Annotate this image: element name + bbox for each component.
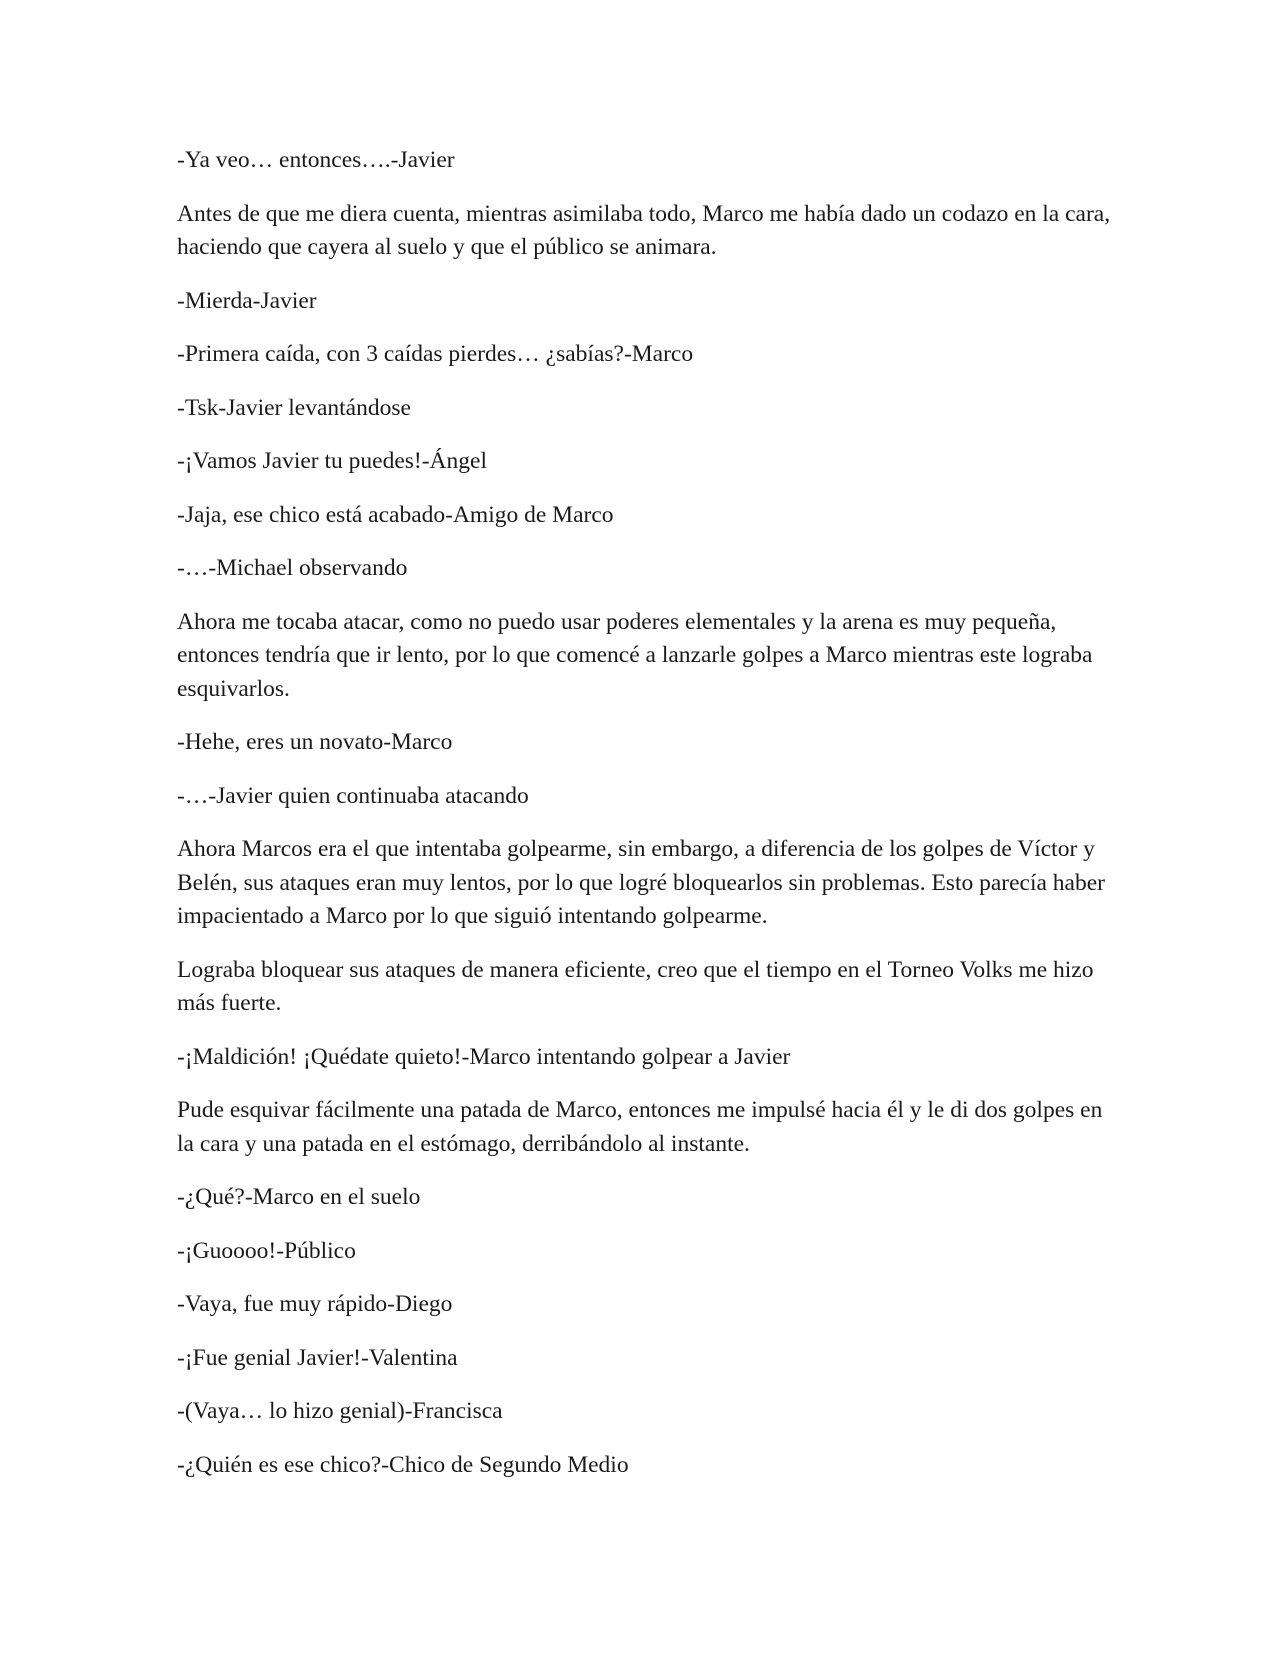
dialogue-line: -…-Michael observando — [177, 555, 408, 581]
dialogue-line: -¡Maldición! ¡Quédate quieto!-Marco intentando golpear a Javier — [177, 1043, 791, 1070]
dialogue-line: -Ya veo… entonces….-Javier — [177, 147, 455, 173]
dialogue-line: -(Vaya… lo hizo genial)-Francisca — [177, 1398, 503, 1424]
narration-paragraph: Antes de que me diera cuenta, mientras asimilaba todo, Marco me había dado un codazo en la cara, haciendo que cayera al suelo y que el público se animara. — [177, 200, 1111, 260]
dialogue-line: -Mierda-Javier — [177, 287, 317, 314]
narration-paragraph: Ahora me tocaba atacar, como no puedo usar poderes elementales y la arena es muy pequeña, entonces tendría que ir lento, por lo que comencé a lanzarle golpes a Marco mientras este lograba esquivarlos. — [177, 608, 1093, 702]
dialogue-line: -¡Guoooo!-Público — [177, 1237, 356, 1264]
dialogue-line: -Tsk-Javier levantándose — [177, 394, 411, 421]
dialogue-line: -Vaya, fue muy rápido-Diego — [177, 1291, 453, 1317]
narration-paragraph: Lograba bloquear sus ataques de manera eficiente, creo que el tiempo en el Torneo Volks me hizo más fuerte. — [177, 956, 1094, 1016]
dialogue-line: -Hehe, eres un novato-Marco — [177, 729, 453, 755]
dialogue-line: -…-Javier quien continuaba atacando — [177, 782, 529, 809]
dialogue-line: -¿Quién es ese chico?-Chico de Segundo Medio — [177, 1451, 629, 1478]
dialogue-line: -¡Vamos Javier tu puedes!-Ángel — [177, 448, 487, 474]
narration-paragraph: Ahora Marcos era el que intentaba golpearme, sin embargo, a diferencia de los golpes de Víctor y Belén, sus ataques eran muy lentos, por lo que logré bloquearlos sin problemas. Esto parecía haber impacientado a Marco por lo que siguió intentando golpearme. — [177, 836, 1105, 929]
narration-paragraph: Pude esquivar fácilmente una patada de Marco, entonces me impulsé hacia él y le di dos golpes en la cara y una patada en el estómago, derribándolo al instante. — [177, 1097, 1103, 1157]
dialogue-line: -Jaja, ese chico está acabado-Amigo de Marco — [177, 501, 614, 528]
dialogue-line: -Primera caída, con 3 caídas pierdes… ¿sabías?-Marco — [177, 341, 694, 367]
dialogue-line: -¡Fue genial Javier!-Valentina — [177, 1344, 458, 1371]
document-body — [177, 144, 1112, 1502]
dialogue-line: -¿Qué?-Marco en el suelo — [177, 1184, 421, 1210]
